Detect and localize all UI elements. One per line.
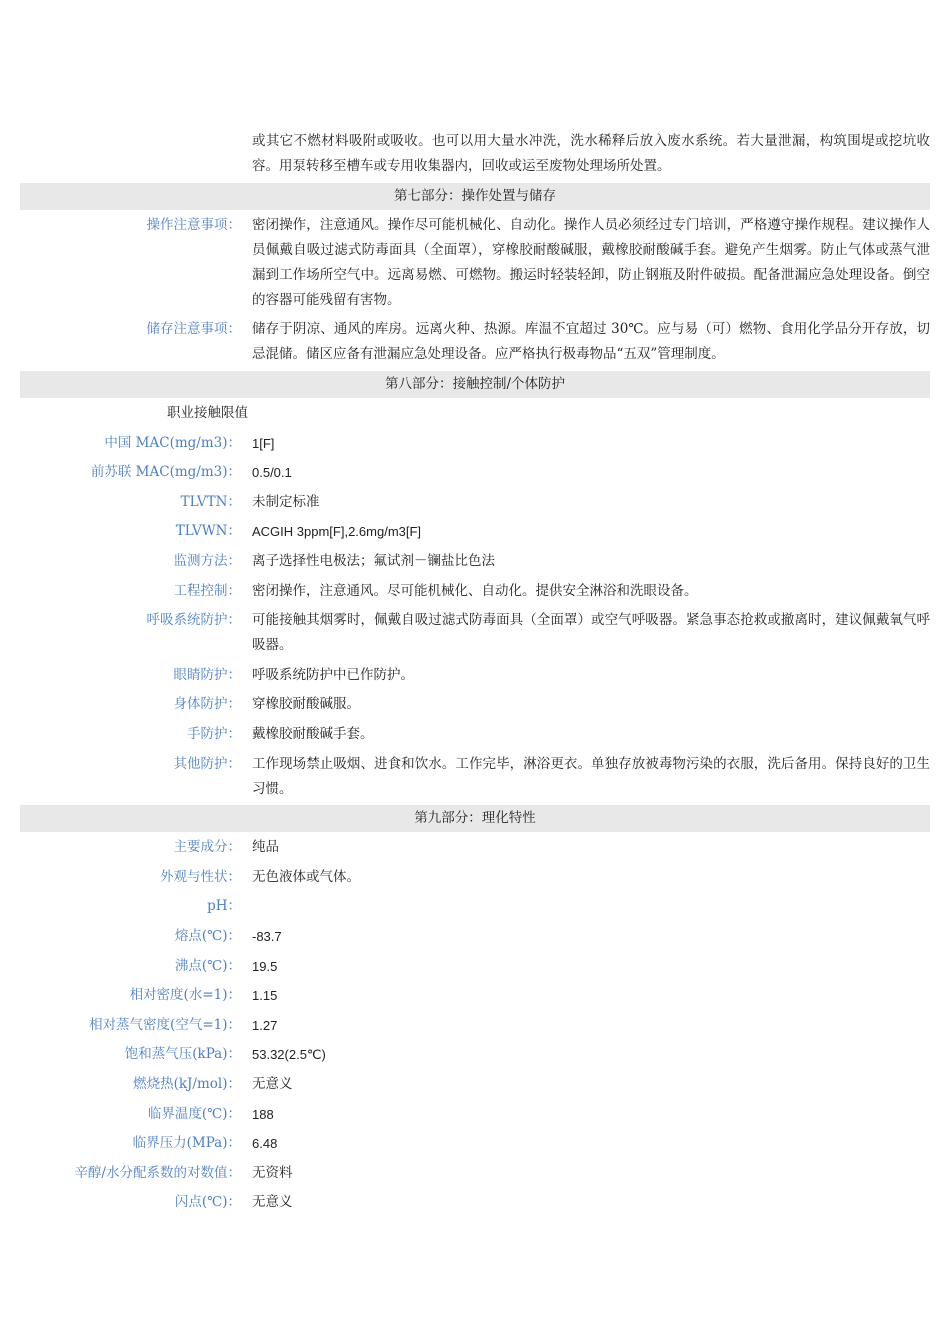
field-value: 1.27 [252, 1017, 278, 1033]
field-label: 其他防护： [173, 755, 241, 772]
field-value: 未制定标准 [252, 493, 320, 510]
field-value: 19.5 [252, 958, 278, 974]
field-value: 离子选择性电极法；氟试剂－镧盐比色法 [252, 553, 495, 570]
field-value: 密闭操作，注意通风。尽可能机械化、自动化。提供安全淋浴和洗眼设备。 [252, 582, 698, 599]
field-value: 穿橡胶耐酸碱服。 [252, 696, 360, 713]
field-value: 1[F] [252, 435, 275, 451]
field-row [20, 1188, 930, 1218]
field-value: 密闭操作，注意通风。操作尽可能机械化、自动化。操作人员必须经过专门培训，严格遵守操作规程。建议操作人员佩戴自吸过滤式防毒面具（全面罩），穿橡胶耐酸碱服，戴橡胶耐酸碱手套。避免产生烟雾。防止气体或蒸气泄漏到工作场所空气中。远离易燃、可燃物。搬运时轻装轻卸，防止钢瓶及附件破损。配备泄漏应急处理设备。倒空的容器可能残留有害物。 [252, 216, 930, 308]
field-label: 眼睛防护： [173, 666, 241, 683]
field-label: TLVWN： [175, 523, 241, 540]
field-value: 工作现场禁止吸烟、进食和饮水。工作完毕，淋浴更衣。单独存放被毒物污染的衣服，洗后备用。保持良好的卫生习惯。 [252, 755, 930, 797]
field-label: 呼吸系统防护： [146, 612, 241, 629]
field-value: 无资料 [252, 1164, 293, 1181]
field-row [20, 547, 930, 577]
field-row [20, 315, 930, 370]
field-value: 可能接触其烟雾时，佩戴自吸过滤式防毒面具（全面罩）或空气呼吸器。紧急事态抢救或撤离时，建议佩戴氧气呼吸器。 [252, 612, 930, 654]
field-label: 储存注意事项： [146, 321, 241, 338]
field-row [20, 1070, 930, 1100]
field-label: 前苏联 MAC(mg/m3)： [90, 464, 241, 481]
field-value: 0.5/0.1 [252, 465, 292, 481]
field-label: TLVTN： [180, 493, 241, 510]
field-label: 监测方法： [173, 553, 241, 570]
field-value: 1.15 [252, 988, 278, 1004]
field-row [20, 1129, 930, 1159]
field-label: 手防护： [187, 726, 241, 743]
field-value: 无意义 [252, 1075, 293, 1092]
field-row [20, 488, 930, 518]
field-label: 熔点(℃)： [174, 927, 241, 944]
field-row [20, 981, 930, 1011]
field-label: 身体防护： [173, 696, 241, 713]
field-row [20, 661, 930, 691]
field-row [20, 1040, 930, 1070]
field-row [20, 428, 930, 458]
field-value [252, 894, 930, 919]
msds-document [20, 127, 930, 1218]
field-label: pH： [207, 898, 241, 915]
field-row [20, 749, 930, 804]
field-value: 戴橡胶耐酸碱手套。 [252, 726, 374, 743]
section-7-heading: 第七部分：操作处置与储存 [20, 183, 930, 210]
field-value: 纯品 [252, 839, 279, 856]
field-label: 操作注意事项： [146, 216, 241, 233]
spill-handling-row [20, 127, 930, 182]
section-9-heading: 第九部分：理化特性 [20, 805, 930, 832]
field-row [20, 1010, 930, 1040]
field-label: 闪点(℃)： [174, 1194, 241, 1211]
field-value: 储存于阴凉、通风的库房。远离火种、热源。库温不宜超过 30℃。应与易（可）燃物、食用化学品分开存放，切忌混储。储区应备有泄漏应急处理设备。应严格执行极毒物品“五双”管理制度。 [252, 321, 930, 363]
field-row [20, 1099, 930, 1129]
field-label: 燃烧热(kJ/mol)： [133, 1075, 241, 1092]
field-row [20, 606, 930, 661]
field-label: 临界温度(℃)： [147, 1105, 241, 1122]
section-8-heading: 第八部分：接触控制/个体防护 [20, 371, 930, 398]
field-row [20, 892, 930, 922]
field-value: 无色液体或气体。 [252, 868, 360, 885]
field-label: 外观与性状： [160, 868, 241, 885]
field-value: 呼吸系统防护中已作防护。 [252, 666, 414, 683]
field-row [20, 951, 930, 981]
field-value: ACGIH 3ppm[F],2.6mg/m3[F] [252, 524, 422, 540]
field-label: 沸点(℃)： [174, 957, 241, 974]
field-row [20, 833, 930, 863]
field-row [20, 211, 930, 316]
field-row [20, 576, 930, 606]
field-row [20, 517, 930, 547]
exposure-limits-subheading: 职业接触限值 [167, 405, 248, 422]
field-value: 6.48 [252, 1136, 278, 1152]
field-row [20, 458, 930, 488]
field-row [20, 1158, 930, 1188]
spill-handling-text: 或其它不燃材料吸附或吸收。也可以用大量水冲洗，洗水稀释后放入废水系统。若大量泄漏，构筑围堤或挖坑收容。用泵转移至槽车或专用收集器内，回收或运至废物处理场所处置。 [252, 133, 930, 175]
field-value: 53.32(2.5℃) [252, 1047, 326, 1063]
field-label: 工程控制： [173, 582, 241, 599]
field-label: 临界压力(MPa)： [132, 1135, 241, 1152]
field-label: 相对蒸气密度(空气=1)： [89, 1016, 241, 1033]
field-row [20, 720, 930, 750]
field-row [20, 690, 930, 720]
field-row [20, 863, 930, 893]
field-label: 中国 MAC(mg/m3)： [104, 434, 241, 451]
field-value: -83.7 [252, 928, 282, 944]
field-label: 饱和蒸气压(kPa)： [124, 1046, 241, 1063]
field-label: 主要成分： [173, 839, 241, 856]
field-label: 相对密度(水=1)： [129, 987, 241, 1004]
field-value: 无意义 [252, 1194, 293, 1211]
field-row [20, 922, 930, 952]
field-value: 188 [252, 1106, 274, 1122]
exposure-limits-subheading-row [20, 399, 930, 429]
field-label: 辛醇/水分配系数的对数值： [74, 1164, 241, 1181]
